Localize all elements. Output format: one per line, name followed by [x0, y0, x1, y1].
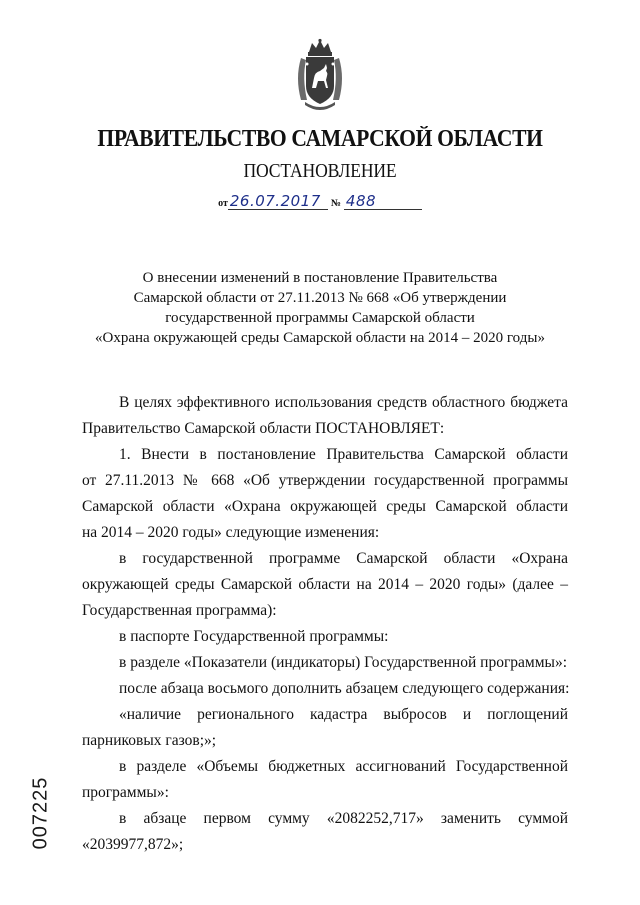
- coat-of-arms-icon: [293, 38, 347, 114]
- subject-line: О внесении изменений в постановление Правительства: [142, 270, 498, 286]
- paragraph-indicators: [82, 650, 568, 676]
- number-value: 488: [344, 194, 422, 210]
- body-line: В целях эффективного использования средств областного бюджета: [119, 394, 568, 411]
- paragraph-program: [82, 546, 568, 624]
- paragraph-item-1: [82, 442, 568, 546]
- body-line: Государственная программа):: [82, 602, 277, 619]
- paragraph-budget-section: [82, 754, 568, 806]
- body-line: от 27.11.2013 № 668 «Об утверждении государственной программы: [82, 472, 568, 489]
- paragraph-preamble: [82, 390, 568, 442]
- body-line: в паспорте Государственной программы:: [119, 628, 389, 645]
- body-line: в государственной программе Самарской области «Охрана: [119, 550, 568, 567]
- margin-registration-stamp: [30, 778, 52, 848]
- paragraph-after-eighth: [82, 676, 568, 702]
- body-line: на 2014 – 2020 годы» следующие изменения:: [82, 524, 380, 541]
- doc-kind: ПОСТАНОВЛЕНИЕ: [243, 160, 397, 182]
- body-line: после абзаца восьмого дополнить абзацем следующего содержания:: [119, 680, 570, 697]
- body-line: окружающей среды Самарской области на 2014 – 2020 годы» (далее –: [82, 576, 568, 593]
- body-line: в разделе «Показатели (индикаторы) Государственной программы»:: [119, 654, 568, 671]
- date-label: от: [218, 198, 228, 209]
- paragraph-passport: [82, 624, 568, 650]
- body-line: Самарской области «Охрана окружающей среды Самарской области: [82, 498, 568, 515]
- stamp-number: 007225: [29, 776, 52, 850]
- subject-line: «Охрана окружающей среды Самарской области на 2014 – 2020 годы»: [95, 330, 545, 346]
- body-line: в разделе «Объемы бюджетных ассигнований Государственной: [119, 758, 568, 775]
- body-line: «2039977,872»;: [82, 836, 184, 853]
- body-line: программы»:: [82, 784, 169, 801]
- document-body: [82, 390, 568, 858]
- paragraph-sum-change: [82, 806, 568, 858]
- date-value: 26.07.2017: [228, 194, 328, 210]
- body-line: в абзаце первом сумму «2082252,717» заменить суммой: [119, 810, 568, 827]
- subject-line: государственной программы Самарской области: [165, 310, 475, 326]
- date-number-line: [0, 194, 640, 210]
- body-line: Правительство Самарской области ПОСТАНОВЛЯЕТ:: [82, 420, 445, 437]
- body-line: парниковых газов;»;: [82, 732, 217, 749]
- body-line: «наличие регионального кадастра выбросов и поглощений: [119, 706, 568, 723]
- body-line: 1. Внести в постановление Правительства Самарской области: [119, 446, 568, 463]
- subject-line: Самарской области от 27.11.2013 № 668 «Об утверждении: [133, 290, 507, 306]
- org-title: ПРАВИТЕЛЬСТВО САМАРСКОЙ ОБЛАСТИ: [97, 126, 543, 152]
- document-subject: [60, 268, 580, 348]
- number-label: №: [330, 198, 341, 209]
- paragraph-cadastre: [82, 702, 568, 754]
